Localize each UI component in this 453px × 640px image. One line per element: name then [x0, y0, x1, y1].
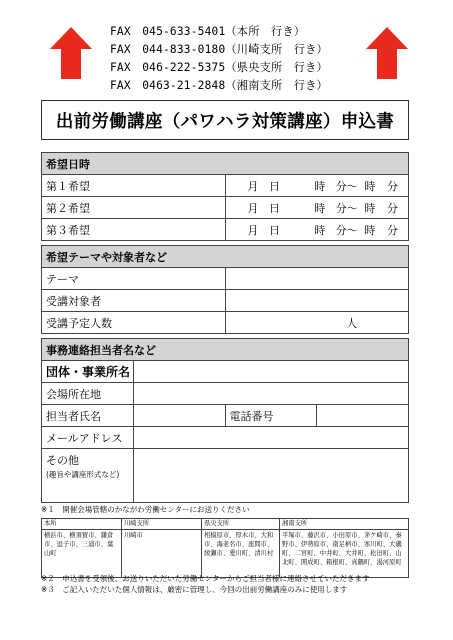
other-field[interactable]	[133, 449, 408, 503]
section-header: 希望日時	[42, 153, 409, 175]
person-field[interactable]	[133, 405, 225, 427]
email-field[interactable]	[133, 427, 408, 449]
wish-date-field[interactable]: 月 日 時 分～ 時 分	[225, 175, 409, 197]
branch-name: 川崎支所	[122, 519, 202, 530]
org-field[interactable]	[133, 361, 408, 383]
fax-line-kawasaki: FAX 044-833-0180（川崎支所 行き）	[110, 43, 328, 56]
section-header: 希望テーマや対象者など	[42, 246, 409, 268]
theme-label: テーマ	[42, 268, 226, 290]
wish-date-table	[41, 152, 409, 241]
branch-areas: 横浜市、横須賀市、鎌倉市、逗子市、三浦市、葉山町	[42, 530, 122, 578]
wish-label: 第２希望	[42, 197, 226, 219]
venue-field[interactable]	[133, 383, 408, 405]
up-arrow-icon	[366, 27, 408, 79]
branch-areas: 相模原市、厚木市、大和市、海老名市、座間市、綾瀬市、愛川町、清川村	[202, 530, 280, 578]
theme-field[interactable]	[225, 268, 409, 290]
form-title: 出前労働講座（パワハラ対策講座）申込書	[55, 111, 395, 132]
count-unit: 人	[346, 316, 358, 330]
branch-name: 本所	[42, 519, 122, 530]
target-label: 受講対象者	[42, 290, 226, 312]
branch-name: 湘南支所	[280, 519, 409, 530]
wish-date-field[interactable]: 月 日 時 分～ 時 分	[225, 219, 409, 241]
fax-line-shonan: FAX 0463-21-2848（湘南支所 行き）	[110, 79, 328, 92]
note-2: ※２ 申込書を受領後、お送りいただいた労働センターからご担当者様に連絡させていただきます	[41, 574, 370, 583]
section-header: 事務連絡担当者名など	[42, 339, 409, 361]
other-label: その他	[46, 454, 79, 467]
wish-label: 第３希望	[42, 219, 226, 241]
count-field[interactable]	[225, 312, 409, 334]
target-field[interactable]	[225, 290, 409, 312]
person-label: 担当者氏名	[42, 405, 134, 427]
email-label: メールアドレス	[42, 427, 134, 449]
branch-areas: 平塚市、藤沢市、小田原市、茅ケ崎市、秦野市、伊勢原市、南足柄市、寒川町、大磯町、二宮町、中井町、大井町、松田町、山北町、開成町、箱根町、真鶴町、湯河原町	[280, 530, 409, 578]
venue-label: 会場所在地	[42, 383, 134, 405]
fax-line-kenou: FAX 046-222-5375（県央支所 行き）	[110, 61, 328, 74]
branch-table	[41, 518, 409, 578]
other-label-cell	[42, 449, 134, 503]
fax-list	[110, 23, 360, 95]
branch-name: 県央支所	[202, 519, 280, 530]
count-label: 受講予定人数	[42, 312, 226, 334]
fax-line-main: FAX 045-633-5401（本所 行き）	[110, 25, 306, 38]
wish-label: 第１希望	[42, 175, 226, 197]
form-title-box	[41, 100, 409, 140]
contact-table	[41, 338, 409, 503]
phone-field[interactable]	[317, 405, 409, 427]
note-1: ※１ 開催会場管轄のかながわ労働センターにお送りください	[41, 505, 250, 514]
note-3: ※３ ご記入いただいた個人情報は、厳密に管理し、今回の出前労働講座のみに使用します	[41, 585, 348, 594]
branch-areas: 川崎市	[122, 530, 202, 578]
up-arrow-icon	[50, 27, 92, 79]
org-label: 団体・事業所名	[42, 361, 134, 383]
theme-table	[41, 245, 409, 334]
other-sublabel: (趣旨や講座形式など)	[46, 470, 120, 479]
phone-label: 電話番号	[225, 405, 317, 427]
wish-date-field[interactable]: 月 日 時 分～ 時 分	[225, 197, 409, 219]
